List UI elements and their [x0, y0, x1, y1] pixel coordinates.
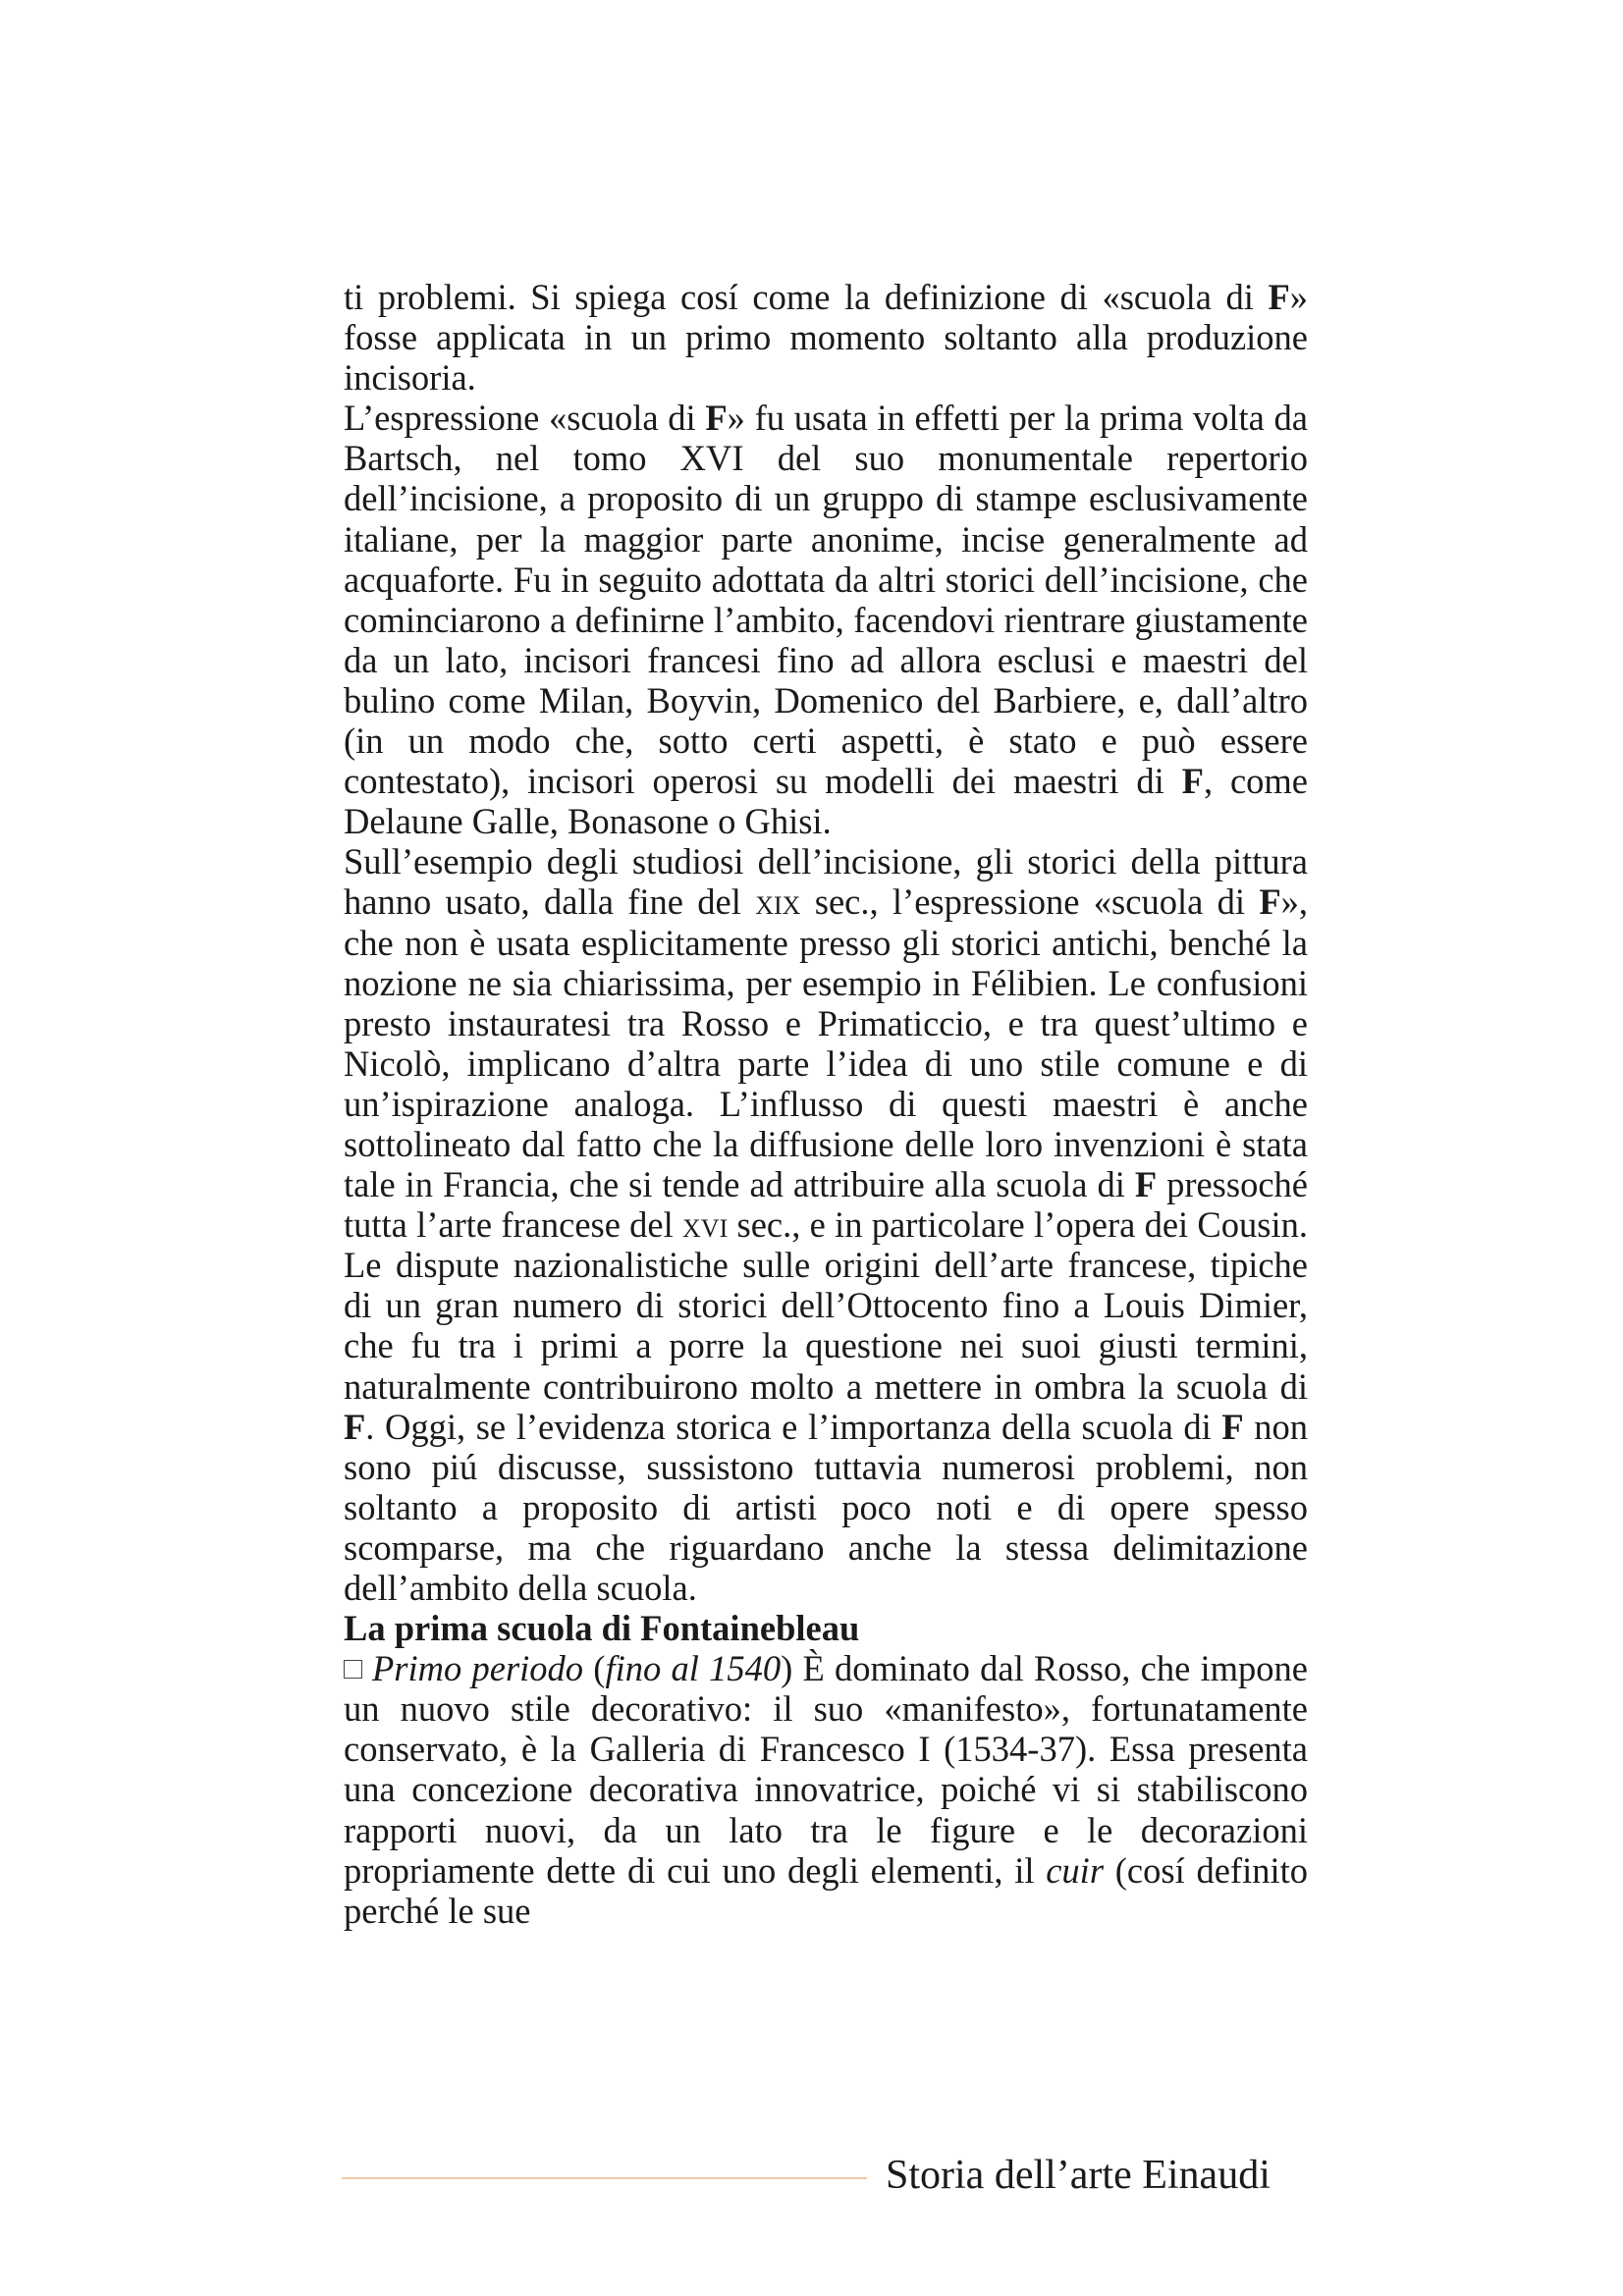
- period-title: Primo periodo: [372, 1648, 584, 1689]
- section-heading: La prima scuola di Fontainebleau: [344, 1608, 860, 1649]
- paragraph-3: [344, 841, 1308, 1608]
- paragraph-4: [344, 1648, 1308, 1931]
- text-run: L’espressione «scuola di: [344, 398, 706, 439]
- text-run: , come Delaune Galle, Bonasone o Ghisi.: [344, 761, 1309, 842]
- abbreviation-f: F: [1181, 761, 1204, 802]
- text-run: (cosí definito perché le sue: [344, 1849, 1308, 1931]
- square-bullet-icon: [344, 1660, 362, 1679]
- footer-rule: [342, 2177, 867, 2179]
- abbreviation-f: F: [344, 1406, 366, 1447]
- footer-title: Storia dell’arte Einaudi: [886, 2153, 1271, 2198]
- text-run: » fu usata in effetti per la prima volta da Bartsch, nel tomo XVI del suo monumentale repertorio dell’incisione, a proposito di un gruppo di stampe esclusivamente italiane, per la maggior parte anonime, incise generalmente ad acquaforte. Fu in seguito adottata da altri storici dell’incisione, che cominciarono a definirne l’ambito, facendovi rientrare giustamente da un lato, incisori francesi fino ad allora esclusi e maestri del bulino come Milan, Boyvin, Domenico del Barbiere, e, dall’altro (in un modo che, sotto certi aspetti, è stato e può essere contestato), incisori operosi su modelli dei maestri di: [344, 398, 1308, 802]
- text-run: pressoché tutta l’arte francese del: [344, 1164, 1308, 1246]
- abbreviation-f: F: [1134, 1164, 1158, 1205]
- century-numeral: xvi: [682, 1204, 729, 1246]
- paragraph-1: [344, 277, 1308, 398]
- text-run: . Oggi, se l’evidenza storica e l’importanza della scuola di: [365, 1406, 1222, 1447]
- abbreviation-f: F: [1268, 277, 1290, 317]
- abbreviation-f: F: [705, 398, 728, 439]
- text-run: Sull’esempio degli studiosi dell’incisione, gli storici della pittura hanno usato, dalla fine del: [344, 841, 1308, 923]
- abbreviation-f: F: [1259, 881, 1281, 923]
- article-body: [344, 277, 1308, 1931]
- period-dates: fino al 1540: [605, 1648, 782, 1689]
- text-run: sec., e in particolare l’opera dei Cousin. Le dispute nazionalistiche sulle origini dell’arte francese, tipiche di un gran numero di storici dell’Ottocento fino a Louis Dimier, che fu tra i primi a porre la questione nei suoi giusti termini, naturalmente contribuirono molto a mettere in ombra la scuola di: [344, 1204, 1308, 1407]
- text-run: ti problemi. Si spiega cosí come la definizione di «scuola di: [344, 277, 1269, 317]
- text-run: ) È dominato dal Rosso, che impone un nuovo stile decorativo: il suo «manifesto», fortunatamente conservato, è la Galleria di Francesco I (1534-37). Essa presenta una concezione decorativa innovatrice, poiché vi si stabiliscono rapporti nuovi, da un lato tra le figure e le decorazioni propriamente dette di cui uno degli elementi, il: [344, 1648, 1309, 1891]
- text-run: sec., l’espressione «scuola di: [800, 881, 1260, 923]
- abbreviation-f: F: [1221, 1406, 1244, 1447]
- century-numeral: xix: [755, 881, 801, 923]
- text-run: (: [583, 1648, 606, 1689]
- text-run: » fosse applicata in un primo momento soltanto alla produzione incisoria.: [344, 277, 1308, 399]
- italic-term: cuir: [1046, 1849, 1105, 1891]
- text-run: non sono piú discusse, sussistono tuttavia numerosi problemi, non soltanto a proposito di artisti poco noti e di opere spesso scomparse, ma che riguardano anche la stessa delimitazione dell’ambito della scuola.: [344, 1406, 1308, 1608]
- text-run: », che non è usata esplicitamente presso gli storici antichi, benché la nozione ne sia chiarissima, per esempio in Félibien. Le confusioni presto instauratesi tra Rosso e Primaticcio, e tra quest’ultimo e Nicolò, implicano d’altra parte l’idea di uno stile comune e di un’ispirazione analoga. L’influsso di questi maestri è anche sottolineato dal fatto che la diffusione delle loro invenzioni è stata tale in Francia, che si tende ad attribuire alla scuola di: [344, 881, 1308, 1205]
- paragraph-2: [344, 398, 1308, 841]
